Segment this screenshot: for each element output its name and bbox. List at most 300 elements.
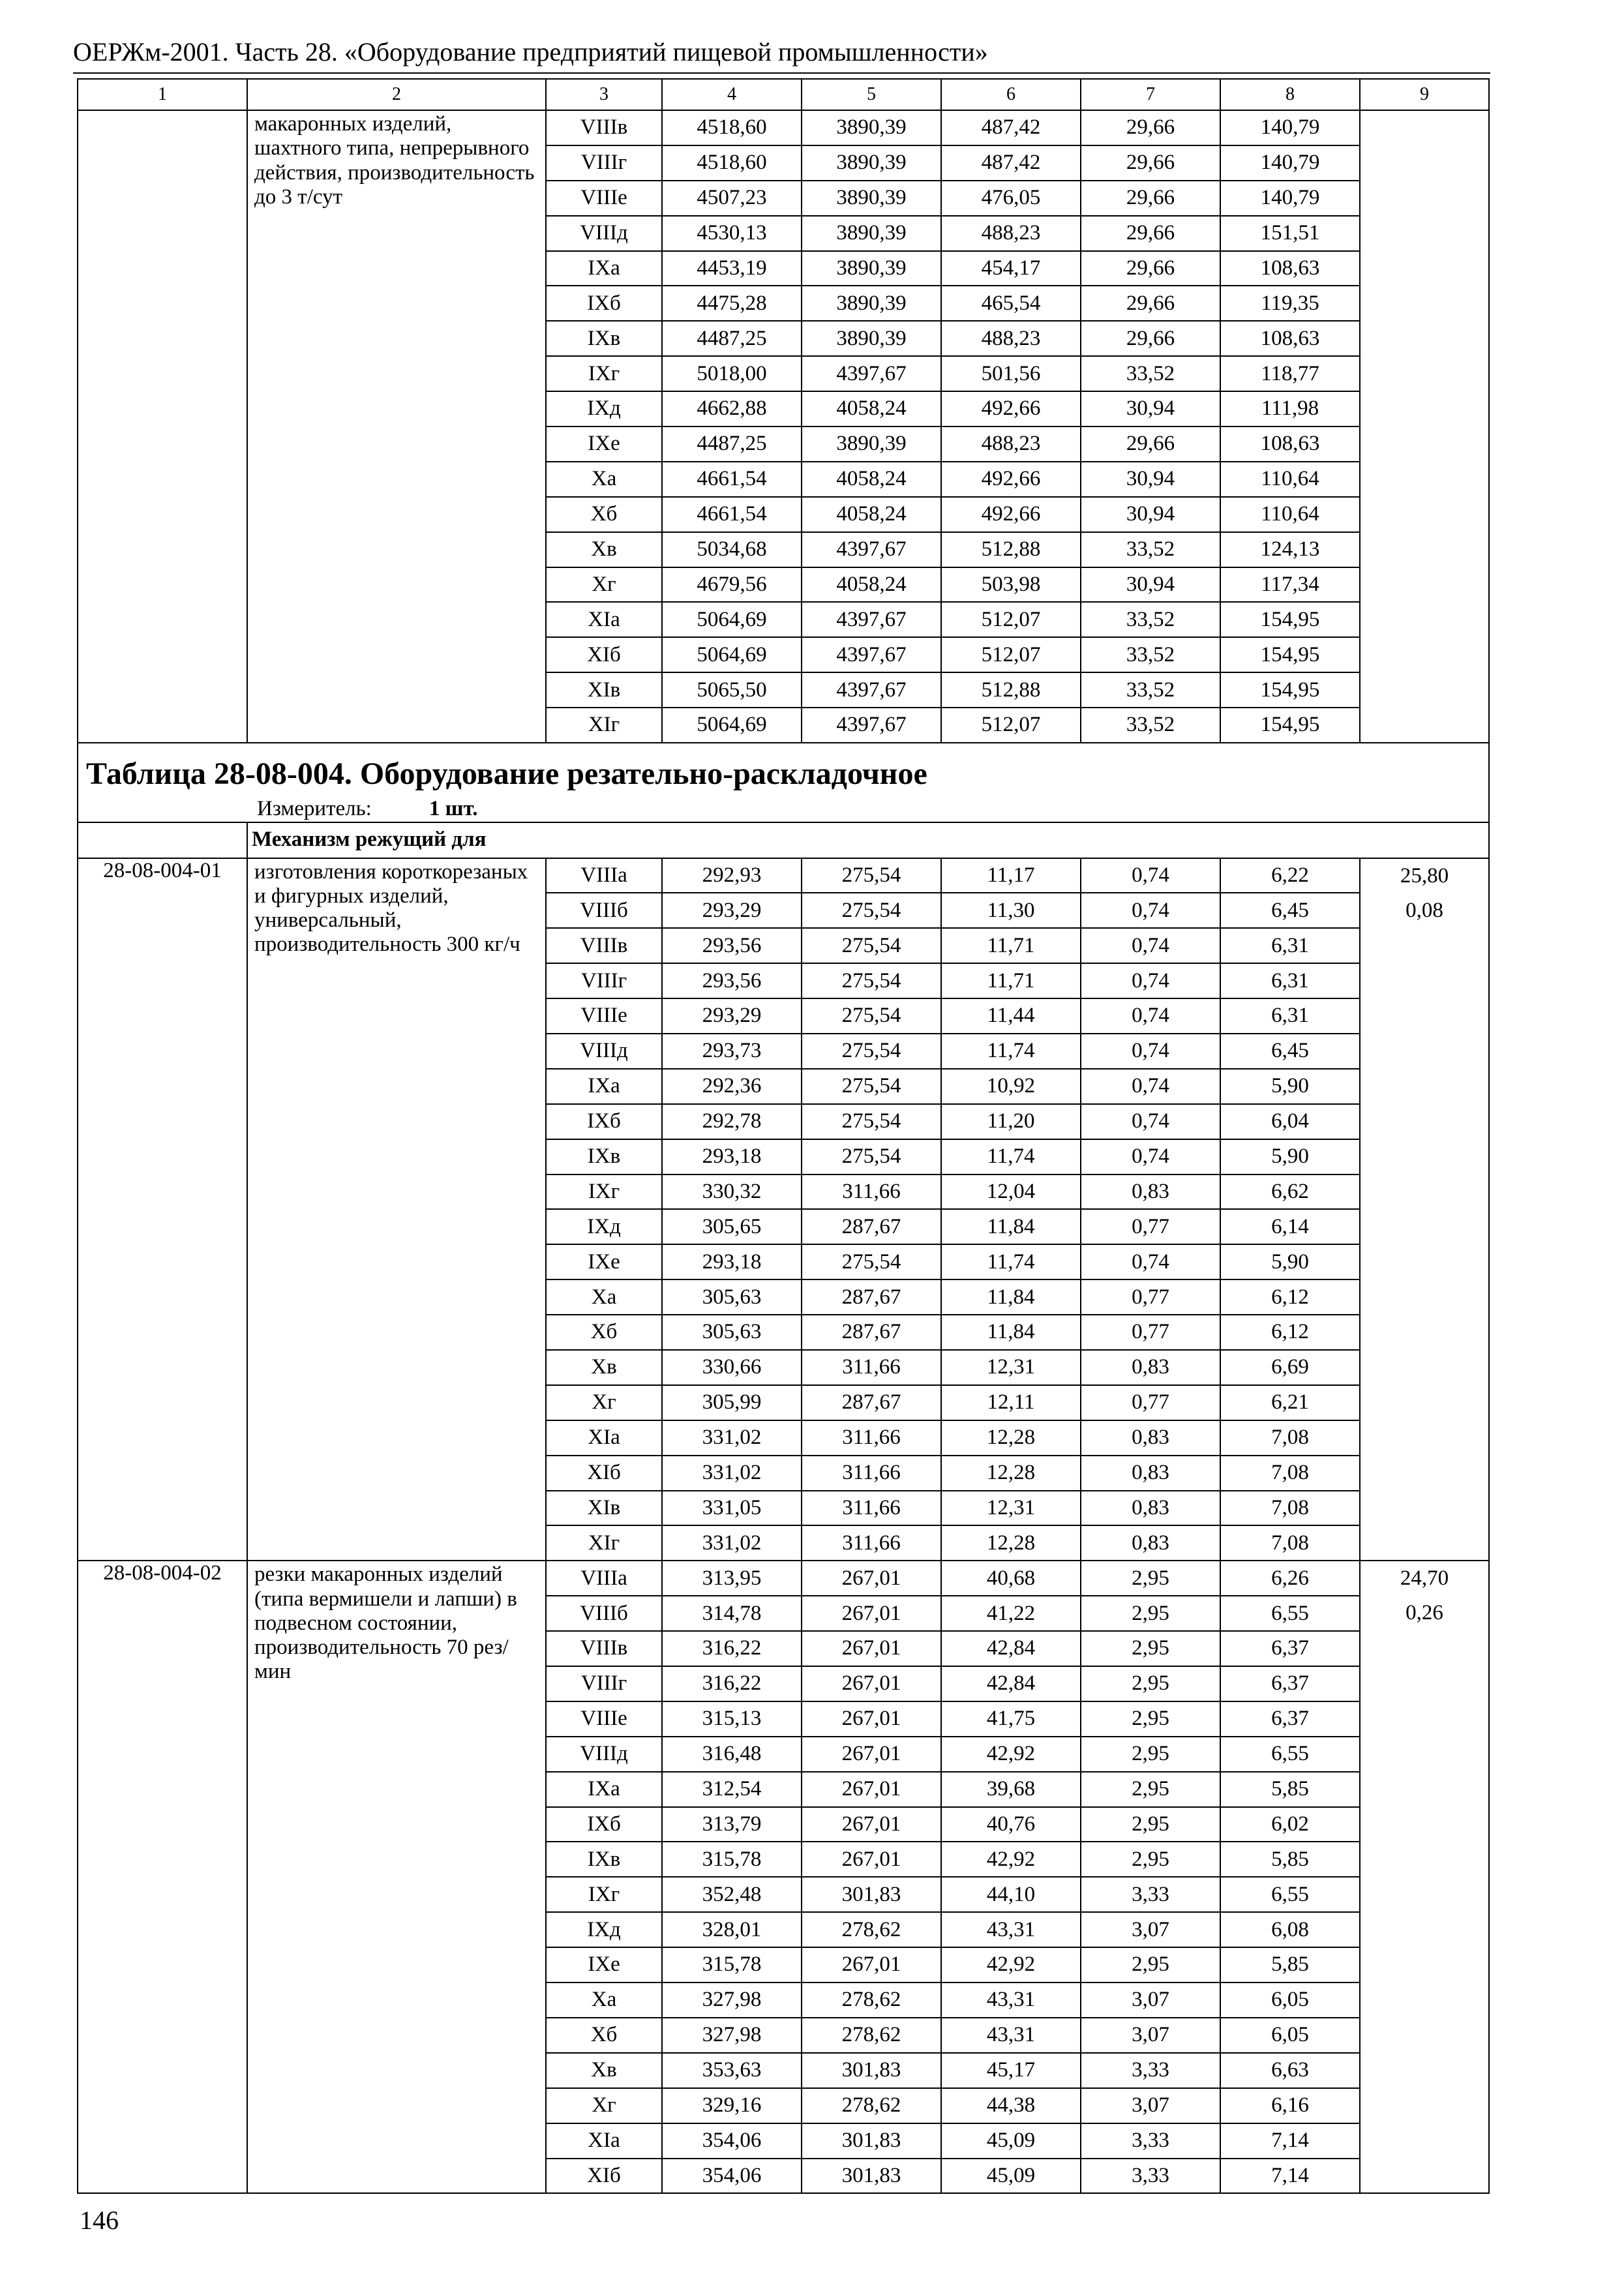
cost-value: 4397,67 — [802, 672, 941, 708]
running-header: ОЕРЖм-2001. Часть 28. «Оборудование предприятий пищевой промышленности» — [73, 37, 988, 67]
column-number: 1 — [78, 79, 247, 110]
cost-value: 275,54 — [802, 1139, 941, 1174]
territory-zone: VIIIа — [546, 1561, 662, 1596]
territory-zone: VIIIе — [546, 181, 662, 216]
measure-value: 1 шт. — [429, 797, 478, 821]
cost-value: 11,71 — [941, 963, 1081, 998]
equipment-description: изготовления короткорезаных и фигурных изделий, универсальный, производительность 300 кг/ч — [247, 858, 546, 1561]
cost-value: 6,22 — [1220, 858, 1360, 893]
territory-zone: IXе — [546, 426, 662, 462]
cost-value: 0,74 — [1081, 1069, 1220, 1104]
cost-value: 40,68 — [941, 1561, 1081, 1596]
territory-zone: IXб — [546, 1104, 662, 1139]
cost-value: 315,78 — [662, 1947, 802, 1982]
cost-value: 11,84 — [941, 1209, 1081, 1244]
cost-value: 275,54 — [802, 1069, 941, 1104]
cost-value: 316,48 — [662, 1737, 802, 1772]
column-number: 4 — [662, 79, 802, 110]
cost-value: 267,01 — [802, 1631, 941, 1666]
cost-value: 4507,23 — [662, 181, 802, 216]
cost-value: 476,05 — [941, 181, 1081, 216]
territory-zone: Xа — [546, 1982, 662, 2018]
cost-value: 4530,13 — [662, 216, 802, 251]
cost-value: 6,31 — [1220, 928, 1360, 963]
column-number: 6 — [941, 79, 1081, 110]
cost-value: 311,66 — [802, 1350, 941, 1385]
column-number: 2 — [247, 79, 546, 110]
cost-value: 30,94 — [1081, 462, 1220, 497]
cost-value: 12,28 — [941, 1456, 1081, 1491]
cost-value: 488,23 — [941, 426, 1081, 462]
cost-value: 42,92 — [941, 1842, 1081, 1877]
cost-value: 30,94 — [1081, 567, 1220, 603]
territory-zone: VIIIг — [546, 1666, 662, 1701]
cost-value: 6,31 — [1220, 963, 1360, 998]
territory-zone: Xв — [546, 1350, 662, 1385]
cost-value: 6,04 — [1220, 1104, 1360, 1139]
cost-value: 278,62 — [802, 2018, 941, 2053]
cost-value: 287,67 — [802, 1279, 941, 1315]
cost-value: 4662,88 — [662, 391, 802, 426]
table-row — [78, 1561, 1489, 1596]
cost-value: 117,34 — [1220, 567, 1360, 603]
cost-value: 512,07 — [941, 637, 1081, 672]
cost-value: 33,52 — [1081, 672, 1220, 708]
cost-value: 0,74 — [1081, 928, 1220, 963]
labor-value: 25,80 — [1400, 863, 1449, 888]
cost-value: 154,95 — [1220, 672, 1360, 708]
cost-value: 5065,50 — [662, 672, 802, 708]
cost-value: 10,92 — [941, 1069, 1081, 1104]
cost-value: 108,63 — [1220, 426, 1360, 462]
cost-value: 327,98 — [662, 1982, 802, 2018]
cost-value: 3890,39 — [802, 286, 941, 321]
labor-values — [1360, 110, 1489, 743]
cost-value: 0,74 — [1081, 1104, 1220, 1139]
cost-value: 3890,39 — [802, 321, 941, 356]
territory-zone: Xг — [546, 567, 662, 603]
cost-value: 44,38 — [941, 2088, 1081, 2123]
cost-value: 30,94 — [1081, 497, 1220, 532]
cost-value: 11,74 — [941, 1244, 1081, 1279]
table-row — [78, 858, 1489, 893]
cost-value: 6,12 — [1220, 1315, 1360, 1350]
cost-value: 6,05 — [1220, 2018, 1360, 2053]
territory-zone: XIа — [546, 602, 662, 637]
table-row — [78, 110, 1489, 145]
cost-value: 6,37 — [1220, 1666, 1360, 1701]
territory-zone: Xв — [546, 2053, 662, 2088]
cost-value: 267,01 — [802, 1807, 941, 1842]
cost-value: 33,52 — [1081, 637, 1220, 672]
cost-value: 6,02 — [1220, 1807, 1360, 1842]
cost-value: 42,84 — [941, 1666, 1081, 1701]
cost-value: 140,79 — [1220, 181, 1360, 216]
cost-value: 43,31 — [941, 1982, 1081, 2018]
cost-value: 3,07 — [1081, 2018, 1220, 2053]
cost-value: 33,52 — [1081, 356, 1220, 391]
cost-value: 12,28 — [941, 1525, 1081, 1561]
cost-value: 45,09 — [941, 2123, 1081, 2159]
cost-value: 5064,69 — [662, 602, 802, 637]
cost-value: 465,54 — [941, 286, 1081, 321]
cost-value: 3,33 — [1081, 2159, 1220, 2194]
territory-zone: Xг — [546, 1385, 662, 1420]
territory-zone: VIIIа — [546, 858, 662, 893]
cost-value: 267,01 — [802, 1701, 941, 1737]
cost-value: 267,01 — [802, 1561, 941, 1596]
cost-value: 275,54 — [802, 893, 941, 928]
cost-value: 315,13 — [662, 1701, 802, 1737]
cost-value: 5,85 — [1220, 1842, 1360, 1877]
territory-zone: XIв — [546, 1491, 662, 1526]
cost-value: 111,98 — [1220, 391, 1360, 426]
cost-value: 5,85 — [1220, 1947, 1360, 1982]
cost-value: 12,04 — [941, 1174, 1081, 1210]
table-title-row — [78, 743, 1489, 822]
cost-value: 119,35 — [1220, 286, 1360, 321]
cost-value: 293,73 — [662, 1034, 802, 1069]
cost-value: 2,95 — [1081, 1596, 1220, 1631]
cost-value: 512,07 — [941, 708, 1081, 743]
cost-value: 11,20 — [941, 1104, 1081, 1139]
cost-value: 0,74 — [1081, 858, 1220, 893]
territory-zone: IXе — [546, 1947, 662, 1982]
territory-zone: IXг — [546, 1877, 662, 1912]
cost-value: 353,63 — [662, 2053, 802, 2088]
cost-value: 278,62 — [802, 1982, 941, 2018]
cost-value: 2,95 — [1081, 1631, 1220, 1666]
cost-value: 151,51 — [1220, 216, 1360, 251]
column-number: 3 — [546, 79, 662, 110]
cost-value: 503,98 — [941, 567, 1081, 603]
cost-value: 11,30 — [941, 893, 1081, 928]
cost-value: 108,63 — [1220, 321, 1360, 356]
cost-value: 6,62 — [1220, 1174, 1360, 1210]
cost-value: 501,56 — [941, 356, 1081, 391]
cost-value: 301,83 — [802, 2053, 941, 2088]
rate-code: 28-08-004-01 — [78, 858, 247, 1561]
territory-zone: XIа — [546, 2123, 662, 2159]
cost-value: 331,02 — [662, 1420, 802, 1456]
territory-zone: Xа — [546, 1279, 662, 1315]
cost-value: 312,54 — [662, 1772, 802, 1807]
cost-value: 6,14 — [1220, 1209, 1360, 1244]
cost-value: 11,74 — [941, 1139, 1081, 1174]
cost-value: 41,22 — [941, 1596, 1081, 1631]
cost-value: 6,45 — [1220, 1034, 1360, 1069]
cost-value: 40,76 — [941, 1807, 1081, 1842]
cost-value: 293,29 — [662, 893, 802, 928]
cost-value: 5018,00 — [662, 356, 802, 391]
cost-value: 6,26 — [1220, 1561, 1360, 1596]
rate-code — [78, 110, 247, 743]
cost-value: 313,95 — [662, 1561, 802, 1596]
cost-value: 42,92 — [941, 1947, 1081, 1982]
cost-value: 0,74 — [1081, 1034, 1220, 1069]
cost-value: 154,95 — [1220, 637, 1360, 672]
labor-value: 0,26 — [1406, 1601, 1443, 1625]
cost-value: 7,08 — [1220, 1491, 1360, 1526]
cost-value: 0,77 — [1081, 1279, 1220, 1315]
cost-value: 275,54 — [802, 1034, 941, 1069]
cost-value: 3,07 — [1081, 2088, 1220, 2123]
territory-zone: IXб — [546, 1807, 662, 1842]
cost-value: 29,66 — [1081, 426, 1220, 462]
territory-zone: IXа — [546, 1069, 662, 1104]
cost-value: 487,42 — [941, 110, 1081, 145]
cost-value: 492,66 — [941, 497, 1081, 532]
cost-value: 154,95 — [1220, 708, 1360, 743]
cost-value: 0,74 — [1081, 1244, 1220, 1279]
cost-value: 3890,39 — [802, 145, 941, 181]
cost-value: 275,54 — [802, 928, 941, 963]
cost-value: 293,29 — [662, 998, 802, 1034]
cost-value: 4058,24 — [802, 391, 941, 426]
cost-value: 492,66 — [941, 462, 1081, 497]
cost-value: 278,62 — [802, 1912, 941, 1947]
cost-value: 5034,68 — [662, 532, 802, 567]
cost-value: 3,07 — [1081, 1912, 1220, 1947]
territory-zone: VIIIе — [546, 998, 662, 1034]
cost-value: 4058,24 — [802, 462, 941, 497]
territory-zone: IXа — [546, 251, 662, 286]
cost-value: 7,08 — [1220, 1456, 1360, 1491]
cost-value: 29,66 — [1081, 321, 1220, 356]
territory-zone: VIIIв — [546, 1631, 662, 1666]
cost-value: 2,95 — [1081, 1947, 1220, 1982]
labor-value: 0,08 — [1406, 898, 1443, 922]
cost-value: 267,01 — [802, 1666, 941, 1701]
measure-line — [82, 797, 1484, 821]
territory-zone: VIIIб — [546, 1596, 662, 1631]
cost-value: 301,83 — [802, 1877, 941, 1912]
cost-value: 4475,28 — [662, 286, 802, 321]
cost-value: 0,74 — [1081, 963, 1220, 998]
territory-zone: Xб — [546, 497, 662, 532]
cost-value: 311,66 — [802, 1525, 941, 1561]
column-number-row — [78, 79, 1489, 110]
cost-value: 3,33 — [1081, 2123, 1220, 2159]
cost-value: 3,07 — [1081, 1982, 1220, 2018]
measure-label: Измеритель: — [257, 797, 372, 821]
table-title-cell — [78, 743, 1489, 822]
cost-value: 305,99 — [662, 1385, 802, 1420]
cost-value: 0,83 — [1081, 1525, 1220, 1561]
cost-value: 275,54 — [802, 1104, 941, 1139]
territory-zone: VIIIе — [546, 1701, 662, 1737]
cost-value: 7,08 — [1220, 1420, 1360, 1456]
cost-value: 3890,39 — [802, 426, 941, 462]
group-heading-row — [78, 822, 1489, 858]
cost-value: 11,74 — [941, 1034, 1081, 1069]
cost-value: 7,08 — [1220, 1525, 1360, 1561]
cost-value: 33,52 — [1081, 532, 1220, 567]
cost-value: 11,44 — [941, 998, 1081, 1034]
cost-value: 292,36 — [662, 1069, 802, 1104]
cost-value: 6,37 — [1220, 1701, 1360, 1737]
cost-value: 293,56 — [662, 963, 802, 998]
cost-value: 315,78 — [662, 1842, 802, 1877]
cost-value: 275,54 — [802, 1244, 941, 1279]
cost-value: 4397,67 — [802, 356, 941, 391]
page-number: 146 — [80, 2206, 119, 2235]
cost-value: 2,95 — [1081, 1666, 1220, 1701]
cost-value: 3890,39 — [802, 110, 941, 145]
cost-value: 331,02 — [662, 1525, 802, 1561]
territory-zone: Xб — [546, 1315, 662, 1350]
cost-value: 267,01 — [802, 1842, 941, 1877]
cost-value: 12,31 — [941, 1491, 1081, 1526]
group-heading-spacer — [78, 822, 247, 858]
rate-code: 28-08-004-02 — [78, 1561, 247, 2193]
cost-value: 287,67 — [802, 1385, 941, 1420]
cost-value: 316,22 — [662, 1631, 802, 1666]
cost-value: 311,66 — [802, 1456, 941, 1491]
cost-value: 6,05 — [1220, 1982, 1360, 2018]
cost-value: 7,14 — [1220, 2159, 1360, 2194]
cost-value: 3890,39 — [802, 181, 941, 216]
cost-value: 292,93 — [662, 858, 802, 893]
cost-value: 512,07 — [941, 602, 1081, 637]
cost-value: 0,83 — [1081, 1420, 1220, 1456]
cost-value: 4487,25 — [662, 426, 802, 462]
cost-value: 267,01 — [802, 1596, 941, 1631]
column-number: 5 — [802, 79, 941, 110]
cost-value: 311,66 — [802, 1491, 941, 1526]
cost-value: 43,31 — [941, 1912, 1081, 1947]
cost-value: 110,64 — [1220, 462, 1360, 497]
cost-value: 293,56 — [662, 928, 802, 963]
territory-zone: XIв — [546, 672, 662, 708]
territory-zone: VIIIв — [546, 928, 662, 963]
territory-zone: VIIIг — [546, 145, 662, 181]
cost-value: 352,48 — [662, 1877, 802, 1912]
cost-value: 2,95 — [1081, 1561, 1220, 1596]
territory-zone: Xб — [546, 2018, 662, 2053]
cost-value: 45,09 — [941, 2159, 1081, 2194]
cost-value: 3,33 — [1081, 2053, 1220, 2088]
cost-value: 6,08 — [1220, 1912, 1360, 1947]
cost-value: 311,66 — [802, 1420, 941, 1456]
cost-value: 11,71 — [941, 928, 1081, 963]
cost-value: 293,18 — [662, 1244, 802, 1279]
cost-value: 12,28 — [941, 1420, 1081, 1456]
cost-value: 39,68 — [941, 1772, 1081, 1807]
territory-zone: VIIIд — [546, 1737, 662, 1772]
cost-value: 4453,19 — [662, 251, 802, 286]
territory-zone: IXв — [546, 1842, 662, 1877]
territory-zone: Xг — [546, 2088, 662, 2123]
territory-zone: IXа — [546, 1772, 662, 1807]
cost-value: 4487,25 — [662, 321, 802, 356]
cost-value: 0,83 — [1081, 1456, 1220, 1491]
cost-value: 488,23 — [941, 216, 1081, 251]
cost-value: 6,55 — [1220, 1596, 1360, 1631]
cost-value: 6,55 — [1220, 1877, 1360, 1912]
territory-zone: XIг — [546, 1525, 662, 1561]
cost-value: 11,84 — [941, 1315, 1081, 1350]
cost-value: 329,16 — [662, 2088, 802, 2123]
group-heading: Механизм режущий для — [247, 822, 1489, 858]
cost-value: 275,54 — [802, 963, 941, 998]
cost-value: 29,66 — [1081, 181, 1220, 216]
cost-value: 42,84 — [941, 1631, 1081, 1666]
cost-value: 6,69 — [1220, 1350, 1360, 1385]
column-number: 9 — [1360, 79, 1489, 110]
cost-value: 267,01 — [802, 1947, 941, 1982]
cost-value: 4518,60 — [662, 145, 802, 181]
cost-value: 331,02 — [662, 1456, 802, 1491]
cost-value: 0,77 — [1081, 1315, 1220, 1350]
cost-value: 487,42 — [941, 145, 1081, 181]
cost-value: 331,05 — [662, 1491, 802, 1526]
cost-value: 4058,24 — [802, 567, 941, 603]
cost-value: 301,83 — [802, 2123, 941, 2159]
cost-value: 108,63 — [1220, 251, 1360, 286]
cost-value: 2,95 — [1081, 1807, 1220, 1842]
cost-value: 4661,54 — [662, 497, 802, 532]
cost-value: 512,88 — [941, 532, 1081, 567]
territory-zone: IXг — [546, 1174, 662, 1210]
cost-value: 354,06 — [662, 2123, 802, 2159]
territory-zone: VIIIг — [546, 963, 662, 998]
cost-value: 5,85 — [1220, 1772, 1360, 1807]
cost-value: 6,45 — [1220, 893, 1360, 928]
cost-value: 292,78 — [662, 1104, 802, 1139]
cost-value: 330,66 — [662, 1350, 802, 1385]
cost-value: 4661,54 — [662, 462, 802, 497]
cost-value: 5064,69 — [662, 637, 802, 672]
cost-value: 3890,39 — [802, 216, 941, 251]
cost-value: 305,65 — [662, 1209, 802, 1244]
cost-value: 0,77 — [1081, 1385, 1220, 1420]
cost-value: 29,66 — [1081, 251, 1220, 286]
territory-zone: IXв — [546, 321, 662, 356]
cost-value: 0,77 — [1081, 1209, 1220, 1244]
cost-value: 267,01 — [802, 1772, 941, 1807]
cost-value: 5,90 — [1220, 1069, 1360, 1104]
cost-value: 43,31 — [941, 2018, 1081, 2053]
cost-value: 305,63 — [662, 1315, 802, 1350]
cost-value: 314,78 — [662, 1596, 802, 1631]
cost-value: 0,83 — [1081, 1174, 1220, 1210]
cost-value: 42,92 — [941, 1737, 1081, 1772]
territory-zone: IXд — [546, 391, 662, 426]
cost-value: 4518,60 — [662, 110, 802, 145]
territory-zone: XIб — [546, 1456, 662, 1491]
header-rule — [73, 72, 1490, 74]
cost-value: 3890,39 — [802, 251, 941, 286]
cost-value: 327,98 — [662, 2018, 802, 2053]
territory-zone: IXе — [546, 1244, 662, 1279]
cost-value: 267,01 — [802, 1737, 941, 1772]
cost-value: 7,14 — [1220, 2123, 1360, 2159]
cost-value: 492,66 — [941, 391, 1081, 426]
column-number: 7 — [1081, 79, 1220, 110]
cost-value: 278,62 — [802, 2088, 941, 2123]
cost-value: 5,90 — [1220, 1139, 1360, 1174]
cost-value: 0,83 — [1081, 1350, 1220, 1385]
equipment-description: резки макаронных изделий (типа вермишели и лапши) в подвесном состоянии, производительность 70 рез/мин — [247, 1561, 546, 2193]
cost-value: 6,63 — [1220, 2053, 1360, 2088]
cost-value: 29,66 — [1081, 286, 1220, 321]
cost-value: 12,11 — [941, 1385, 1081, 1420]
territory-zone: XIа — [546, 1420, 662, 1456]
cost-value: 41,75 — [941, 1701, 1081, 1737]
cost-value: 33,52 — [1081, 708, 1220, 743]
territory-zone: XIб — [546, 637, 662, 672]
